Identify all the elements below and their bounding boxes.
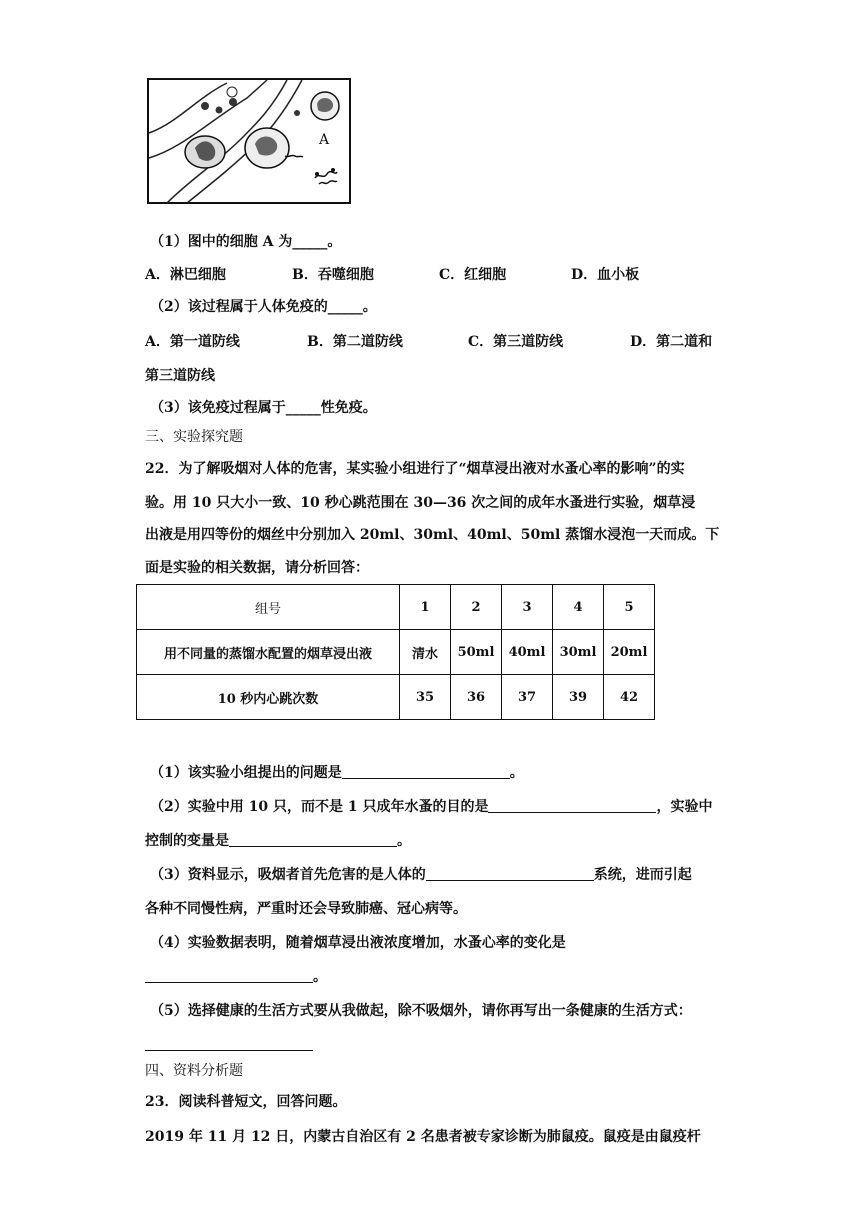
table-row xyxy=(137,630,655,675)
table-cell: 10 秒内心跳次数 xyxy=(137,675,400,720)
table-cell: 清水 xyxy=(400,630,451,675)
q22-sub3: （3）资料显示，吸烟者首先危害的是人体的 系统，进而引起 xyxy=(150,867,692,883)
q22-stem-line: 面是实验的相关数据，请分析回答： xyxy=(145,560,369,576)
q22-sub4-answer: 。 xyxy=(145,967,327,987)
table-cell: 37 xyxy=(502,675,553,720)
option-b[interactable]: B．吞噬细胞 xyxy=(292,267,374,283)
phagocytosis-figure xyxy=(147,78,351,204)
answer-blank[interactable] xyxy=(342,764,510,779)
table-cell: 3 xyxy=(502,585,553,630)
experiment-data-table xyxy=(136,584,655,720)
q21-sub3: （3）该免疫过程属于_____性免疫。 xyxy=(150,400,377,416)
table-cell: 20ml xyxy=(604,630,655,675)
option-b[interactable]: B．第二道防线 xyxy=(307,334,403,350)
q22-stem-line: 出液是用四等份的烟丝中分别加入 20ml、30ml、40ml、50ml 蒸馏水浸泡一天而成。下 xyxy=(145,527,720,543)
q22-stem-line: 验。用 10 只大小一致、10 秒心跳范围在 30—36 次之间的成年水蚤进行实验，烟草浸 xyxy=(145,495,696,511)
q21-sub1: （1）图中的细胞 A 为_____。 xyxy=(150,234,342,250)
option-c[interactable]: C．第三道防线 xyxy=(468,334,564,350)
cell-a-label: A xyxy=(319,132,330,148)
table-cell: 50ml xyxy=(451,630,502,675)
q22-sub2-continued: 控制的变量是 。 xyxy=(145,833,411,849)
table-cell: 用不同量的蒸馏水配置的烟草浸出液 xyxy=(137,630,400,675)
table-cell: 2 xyxy=(451,585,502,630)
q23-text: 2019 年 11 月 12 日，内蒙古自治区有 2 名患者被专家诊断为肺鼠疫。鼠疫是由鼠疫杆 xyxy=(145,1129,701,1145)
table-cell: 35 xyxy=(400,675,451,720)
answer-blank[interactable] xyxy=(229,832,397,847)
option-a[interactable]: A．第一道防线 xyxy=(145,334,240,350)
q22-sub5-answer xyxy=(145,1035,313,1055)
section-title: 三、实验探究题 xyxy=(145,429,243,445)
option-d[interactable]: D．第二道和 xyxy=(630,334,713,350)
answer-blank[interactable] xyxy=(145,1036,313,1051)
q22-sub3-continued: 各种不同慢性病，严重时还会导致肺癌、冠心病等。 xyxy=(145,901,467,917)
q21-sub1-options xyxy=(145,264,745,284)
option-c[interactable]: C．红细胞 xyxy=(439,267,507,283)
q21-sub2: （2）该过程属于人体免疫的_____。 xyxy=(150,299,377,315)
section-title: 四、资料分析题 xyxy=(145,1063,243,1079)
table-cell: 5 xyxy=(604,585,655,630)
table-cell: 1 xyxy=(400,585,451,630)
table-cell: 30ml xyxy=(553,630,604,675)
table-cell: 42 xyxy=(604,675,655,720)
q22-stem-line: 22．为了解吸烟对人体的危害，某实验小组进行了“烟草浸出液对水蚤心率的影响”的实 xyxy=(145,461,685,477)
q22-sub2: （2）实验中用 10 只，而不是 1 只成年水蚤的目的是 ，实验中 xyxy=(150,799,713,815)
table-cell: 组号 xyxy=(137,585,400,630)
q23-stem: 23．阅读科普短文，回答问题。 xyxy=(145,1094,347,1110)
option-a[interactable]: A．淋巴细胞 xyxy=(145,267,226,283)
q22-sub1: （1）该实验小组提出的问题是 。 xyxy=(150,765,524,781)
table-row xyxy=(137,585,655,630)
table-row xyxy=(137,675,655,720)
table-cell: 4 xyxy=(553,585,604,630)
answer-blank[interactable] xyxy=(488,798,656,813)
answer-blank[interactable] xyxy=(426,866,594,881)
table-cell: 39 xyxy=(553,675,604,720)
table-cell: 36 xyxy=(451,675,502,720)
q21-sub2-options xyxy=(145,331,745,351)
q22-sub5: （5）选择健康的生活方式要从我做起，除不吸烟外，请你再写出一条健康的生活方式： xyxy=(150,1003,692,1019)
q21-sub2-continued: 第三道防线 xyxy=(145,368,215,384)
answer-blank[interactable] xyxy=(145,968,313,983)
q22-sub4: （4）实验数据表明，随着烟草浸出液浓度增加，水蚤心率的变化是 xyxy=(150,935,566,951)
option-d[interactable]: D．血小板 xyxy=(571,267,640,283)
table-cell: 40ml xyxy=(502,630,553,675)
